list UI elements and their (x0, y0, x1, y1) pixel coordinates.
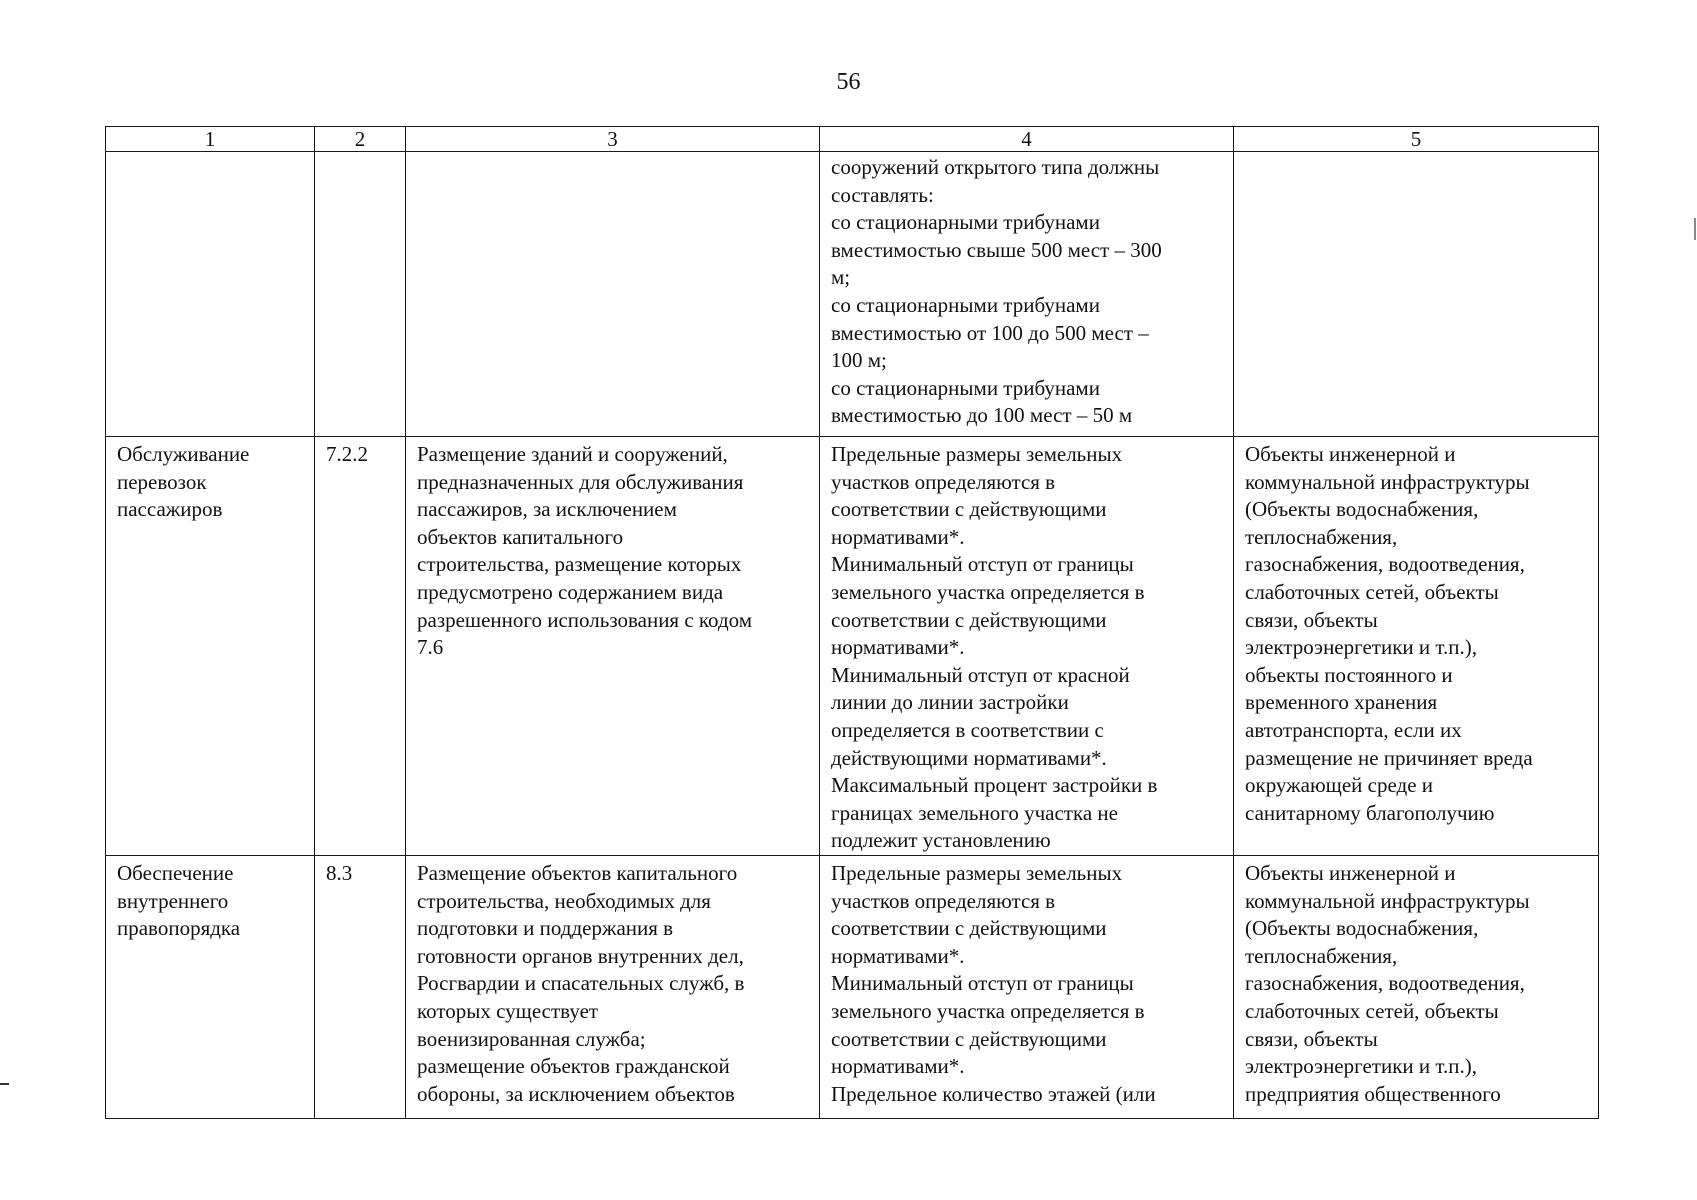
use-description-cell: Размещение объектов капитального строительства, необходимых для подготовки и поддержания в готовности органов внутренних дел, Росгвардии и спасательных служб, в которых существует военизированная служба; размещение объектов гражданской обороны, за исключением объектов (406, 856, 820, 1119)
column-header: 4 (820, 127, 1234, 152)
auxiliary-uses-cell (1234, 152, 1599, 437)
page-number: 56 (836, 69, 861, 95)
table-row (106, 437, 1599, 856)
use-name-cell: Обслуживание перевозок пассажиров (106, 437, 315, 856)
parameters-cell: Предельные размеры земельных участков определяются в соответствии с действующими нормативами*. Минимальный отступ от границы земельного участка определяется в соответствии с действующими нормативами*. Минимальный отступ от красной линии до линии застройки определяется в соответствии с действующими нормативами*. Максимальный процент застройки в границах земельного участка не подлежит установлению (820, 437, 1234, 856)
use-name-cell (106, 152, 315, 437)
column-header: 5 (1234, 127, 1599, 152)
parameters-cell: сооружений открытого типа должны составлять: со стационарными трибунами вместимостью свыше 500 мест – 300 м; со стационарными трибунами вместимостью от 100 до 500 мест – 100 м; со стационарными трибунами вместимостью до 100 мест – 50 м (820, 152, 1234, 437)
table-header-row (106, 127, 1599, 152)
scan-edge-mark (0, 1083, 9, 1085)
column-header: 3 (406, 127, 820, 152)
use-name-cell: Обеспечение внутреннего правопорядка (106, 856, 315, 1119)
use-description-cell (406, 152, 820, 437)
use-code-cell (315, 152, 406, 437)
use-code-cell: 8.3 (315, 856, 406, 1119)
use-description-cell: Размещение зданий и сооружений, предназначенных для обслуживания пассажиров, за исключением объектов капитального строительства, размещение которых предусмотрено содержанием вида разрешенного использования с кодом 7.6 (406, 437, 820, 856)
table-row (106, 152, 1599, 437)
scan-edge-mark (1694, 218, 1696, 240)
land-use-table (105, 126, 1599, 1119)
column-header: 1 (106, 127, 315, 152)
auxiliary-uses-cell: Объекты инженерной и коммунальной инфраструктуры (Объекты водоснабжения, теплоснабжения, газоснабжения, водоотведения, слаботочных сетей, объекты связи, объекты электроэнергетики и т.п.), объекты постоянного и временного хранения автотранспорта, если их размещение не причиняет вреда окружающей среде и санитарному благополучию (1234, 437, 1599, 856)
table-row (106, 856, 1599, 1119)
column-header: 2 (315, 127, 406, 152)
use-code-cell: 7.2.2 (315, 437, 406, 856)
auxiliary-uses-cell: Объекты инженерной и коммунальной инфраструктуры (Объекты водоснабжения, теплоснабжения, газоснабжения, водоотведения, слаботочных сетей, объекты связи, объекты электроэнергетики и т.п.), предприятия общественного (1234, 856, 1599, 1119)
parameters-cell: Предельные размеры земельных участков определяются в соответствии с действующими нормативами*. Минимальный отступ от границы земельного участка определяется в соответствии с действующими нормативами*. Предельное количество этажей (или (820, 856, 1234, 1119)
